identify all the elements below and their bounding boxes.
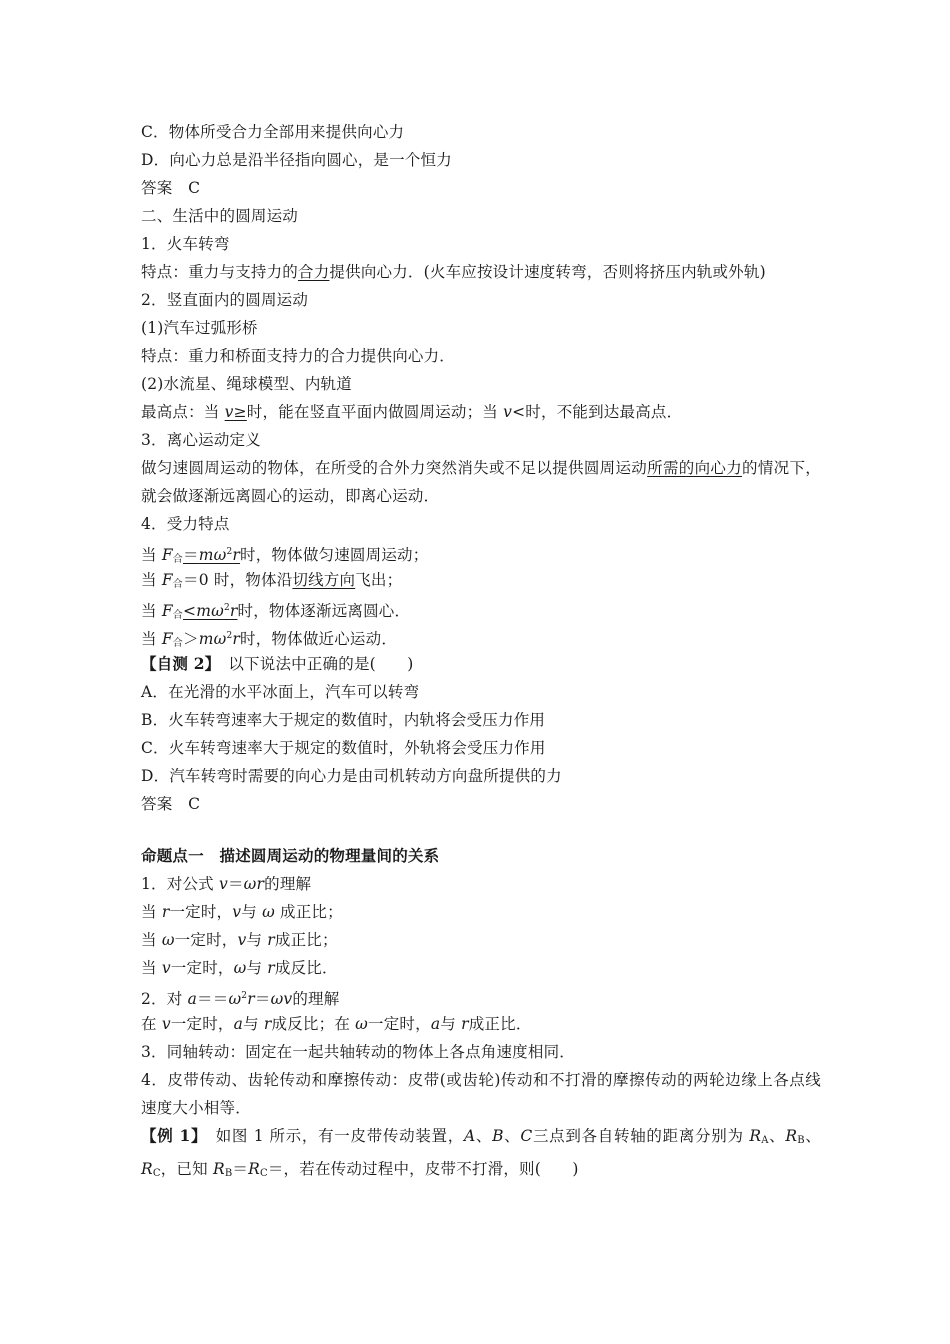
text: ＝0 时，物体沿 — [183, 571, 293, 589]
example-question — [141, 1122, 821, 1188]
underlined-text: 所需的向心力 — [647, 459, 743, 477]
variable: ωv — [270, 990, 293, 1008]
paragraph — [141, 258, 821, 286]
subheading — [141, 230, 821, 258]
variable: a — [187, 990, 198, 1008]
spacer — [141, 818, 821, 842]
text: 2．竖直面内的圆周运动 — [141, 291, 309, 309]
text: 成正比． — [468, 1015, 532, 1033]
subheading — [141, 510, 821, 538]
subscript: 合 — [172, 579, 183, 590]
text: 、 — [503, 1127, 521, 1145]
option-c — [141, 118, 821, 146]
variable: B — [492, 1127, 504, 1145]
text: 、 — [475, 1127, 493, 1145]
variable: R — [141, 1160, 153, 1178]
formula-line — [141, 926, 821, 954]
option-a — [141, 678, 821, 706]
text: (2)水流星、绳球模型、内轨道 — [141, 375, 352, 393]
text: 特点：重力和桥面支持力的合力提供向心力． — [141, 347, 456, 365]
variable: R — [749, 1127, 762, 1145]
text: A．在光滑的水平冰面上，汽车可以转弯 — [141, 683, 420, 701]
option-c — [141, 734, 821, 762]
formula-line — [141, 538, 821, 566]
variable: mω — [198, 630, 227, 648]
subscript: C — [259, 1168, 268, 1179]
variable: mω — [196, 602, 224, 620]
superscript: 2 — [226, 547, 233, 557]
text: 答案 C — [141, 179, 201, 197]
variable: r — [267, 931, 275, 949]
underlined-formula — [183, 546, 240, 564]
symbol: ＝ — [254, 990, 271, 1008]
text: 当 — [141, 903, 162, 921]
text: 时，能在竖直平面内做圆周运动；当 — [246, 403, 504, 421]
variable: v — [219, 875, 228, 893]
text: 三点到各自转轴的距离分别为 — [532, 1127, 750, 1145]
text: 、 — [804, 1127, 821, 1145]
text: 、 — [768, 1127, 786, 1145]
text: <时，不能到达最高点． — [512, 403, 683, 421]
variable: F — [161, 546, 173, 564]
text: 时，物体逐渐远离圆心． — [237, 602, 411, 620]
section-heading — [141, 202, 821, 230]
symbol: ＝ — [227, 875, 244, 893]
answer — [141, 174, 821, 202]
text: 做匀速圆周运动的物体，在所受的合外力突然消失或不足以提供圆周运动 — [141, 459, 648, 477]
variable: C — [520, 1127, 533, 1145]
symbol: < — [183, 602, 197, 620]
variable: v — [503, 403, 513, 421]
text: 与 — [243, 1015, 264, 1033]
subscript: B — [224, 1168, 233, 1179]
text: 一定时， — [170, 959, 234, 977]
variable: ω — [228, 990, 242, 1008]
variable: ωr — [243, 875, 265, 893]
option-d — [141, 146, 821, 174]
variable: v — [237, 931, 247, 949]
text: 如图 1 所示，有一皮带传动装置， — [199, 1127, 464, 1145]
variable: F — [161, 571, 173, 589]
subscript: 合 — [172, 638, 183, 649]
symbol: ＝ — [183, 546, 199, 564]
superscript: 2 — [223, 603, 230, 613]
formula-line — [141, 622, 821, 650]
subheading — [141, 286, 821, 314]
variable: ω — [355, 1015, 368, 1033]
formula-line — [141, 898, 821, 926]
variable: r — [247, 990, 255, 1008]
subscript: B — [797, 1135, 805, 1146]
variable: r — [267, 959, 275, 977]
option-d — [141, 762, 821, 790]
variable: r — [263, 1015, 272, 1033]
variable: ω — [161, 931, 175, 949]
text: 以下说法中正确的是( ) — [212, 655, 414, 673]
formula-line — [141, 594, 821, 622]
text: 1．火车转弯 — [141, 235, 230, 253]
formula-line — [141, 870, 821, 898]
text: 成反比． — [274, 959, 338, 977]
text: D．向心力总是沿半径指向圆心，是一个恒力 — [141, 151, 452, 169]
underlined-text: 合力 — [298, 263, 330, 281]
variable: r — [229, 602, 238, 620]
subscript: 合 — [172, 554, 183, 565]
formula-line — [141, 954, 821, 982]
underlined-formula — [183, 602, 238, 620]
text: 与 — [246, 959, 268, 977]
text: 飞出； — [355, 571, 403, 589]
text: 二、生活中的圆周运动 — [141, 207, 299, 225]
text: 4．皮带传动、齿轮传动和摩擦传动：皮带(或齿轮)传动和不打滑的摩擦传动的两轮边缘上各点线速度大小相等． — [141, 1071, 821, 1117]
text: 4．受力特点 — [141, 515, 230, 533]
text: 一定时， — [174, 931, 238, 949]
example-label: 【例 1】 — [141, 1126, 200, 1145]
text: 答案 C — [141, 795, 201, 813]
text: 成正比； — [274, 903, 343, 921]
text: 时，物体做匀速圆周运动； — [240, 546, 429, 564]
text: C．物体所受合力全部用来提供向心力 — [141, 123, 405, 141]
text: (1)汽车过弧形桥 — [141, 319, 258, 337]
underlined-formula — [225, 403, 247, 421]
variable: R — [785, 1127, 798, 1145]
text: 1．对公式 — [141, 875, 219, 893]
text: 提供向心力．(火车应按设计速度转弯，否则将挤压内轨或外轨) — [329, 263, 766, 281]
formula-line — [141, 982, 821, 1010]
text: 3．离心运动定义 — [141, 431, 261, 449]
superscript: 2 — [241, 991, 248, 1001]
paragraph — [141, 342, 821, 370]
variable: mω — [198, 546, 227, 564]
variable: R — [212, 1160, 225, 1178]
variable: a — [233, 1015, 244, 1033]
symbol: ＞ — [183, 630, 199, 648]
topic-heading — [141, 842, 821, 870]
formula-line — [141, 1010, 821, 1038]
symbol: ＝ — [232, 1160, 249, 1178]
question-label: 【自测 2】 — [141, 654, 213, 673]
text: 的理解 — [264, 875, 312, 893]
document-body — [141, 118, 821, 1188]
paragraph — [141, 1066, 821, 1122]
text: ，已知 — [160, 1160, 213, 1178]
variable: R — [248, 1160, 260, 1178]
underlined-text: 切线方向 — [292, 571, 356, 589]
variable: F — [161, 602, 173, 620]
text: 成反比；在 — [271, 1015, 356, 1033]
text: 当 — [141, 959, 162, 977]
variable: r — [232, 630, 241, 648]
text: 的情况下，就会做逐渐远离圆心的运动，即离心运动． — [141, 459, 821, 505]
text: 3．同轴转动：固定在一起共轴转动的物体上各点角速度相同． — [141, 1043, 575, 1061]
text: 与 — [440, 1015, 462, 1033]
text: 与 — [246, 931, 268, 949]
subscript: 合 — [172, 610, 183, 621]
paragraph — [141, 314, 821, 342]
text: 一定时， — [368, 1015, 431, 1033]
text: 时，物体做近心运动． — [240, 630, 398, 648]
subscript: C — [152, 1168, 161, 1179]
subheading — [141, 426, 821, 454]
paragraph — [141, 398, 821, 426]
variable: F — [161, 630, 173, 648]
variable: ω — [262, 903, 275, 921]
text: B．火车转弯速率大于规定的数值时，内轨将会受压力作用 — [141, 711, 546, 729]
variable: r — [461, 1015, 469, 1033]
text: ＝，若在传动过程中，皮带不打滑，则( ) — [267, 1160, 579, 1178]
text: 特点：重力与支持力的 — [141, 263, 299, 281]
text: D．汽车转弯时需要的向心力是由司机转动方向盘所提供的力 — [141, 767, 562, 785]
variable: r — [161, 903, 170, 921]
text: 当 — [141, 546, 162, 564]
text: 2．对 — [141, 990, 188, 1008]
text: C．火车转弯速率大于规定的数值时，外轨将会受压力作用 — [141, 739, 546, 757]
text: 一定时， — [169, 903, 233, 921]
variable: r — [232, 546, 241, 564]
text: 命题点一 描述圆周运动的物理量间的关系 — [141, 846, 440, 865]
variable: v — [161, 1015, 171, 1033]
option-b — [141, 706, 821, 734]
paragraph — [141, 370, 821, 398]
question — [141, 650, 821, 678]
superscript: 2 — [226, 631, 233, 641]
symbol: ≥ — [233, 403, 247, 421]
text: 当 — [141, 602, 162, 620]
text: 当 — [141, 630, 162, 648]
text: 最高点：当 — [141, 403, 225, 421]
variable: v — [161, 959, 171, 977]
variable: A — [463, 1127, 476, 1145]
text: 在 — [141, 1015, 162, 1033]
paragraph — [141, 454, 821, 510]
text: 一定时， — [170, 1015, 234, 1033]
text: 的理解 — [292, 990, 340, 1008]
text: 当 — [141, 571, 162, 589]
text: 成正比； — [274, 931, 338, 949]
variable: v — [224, 403, 234, 421]
text: 与 — [241, 903, 263, 921]
answer — [141, 790, 821, 818]
text: 当 — [141, 931, 162, 949]
paragraph — [141, 1038, 821, 1066]
variable: ω — [233, 959, 247, 977]
variable: v — [232, 903, 242, 921]
variable: a — [430, 1015, 441, 1033]
formula-line — [141, 566, 821, 594]
subscript: A — [761, 1135, 769, 1146]
symbol: ＝＝ — [197, 990, 229, 1008]
